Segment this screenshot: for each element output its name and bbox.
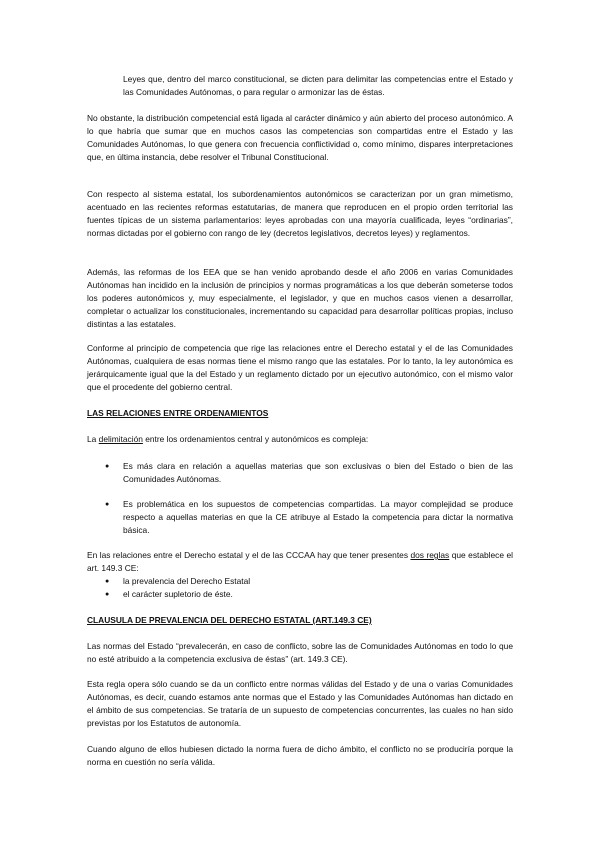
paragraph-fuera-ambito: Cuando alguno de ellos hubiesen dictado la norma fuera de dicho ámbito, el conflicto no se produciría porque la norma en cuestión no sería válida. xyxy=(87,744,513,767)
underlined-term-delimitacion: delimitación xyxy=(98,434,143,444)
text-run: que establece el art. 149.3 CE: xyxy=(87,550,513,573)
text-run: entre los ordenamientos central y autonómicos es compleja: xyxy=(142,434,369,444)
bullet-list-reglas xyxy=(105,575,513,601)
intro-paragraph: Leyes que, dentro del marco constitucional, se dicten para delimitar las competencias entre el Estado y las Comunidades Autónomas, o para regular o armonizar las de éstas. xyxy=(123,74,513,97)
text-run: La xyxy=(87,434,99,444)
paragraph-regla-opera: Esta regla opera sólo cuando se da un conflicto entre normas válidas del Estado y de una o varias Comunidades Autónomas, es decir, cuando estamos ante normas que el Estado y las Comunidades Autónomas han dictado en el ámbito de sus competencias. Se trataría de un supuesto de competencias concurrentes, las cuales no han sido previstas por los Estatutos de autonomía. xyxy=(87,679,513,728)
paragraph-distribucion: No obstante, la distribución competencial está ligada al carácter dinámico y aún abierto del proceso autonómico. A lo que habría que sumar que en muchos casos las competencias son compartidas entre el Estado y las Comunidades Autónomas, lo que genera con frecuencia conflictividad o, como mínimo, dispares interpretaciones que, en última instancia, debe resolver el Tribunal Constitucional. xyxy=(87,113,513,162)
text-run: En las relaciones entre el Derecho estatal y el de las CCCAA hay que tener presentes xyxy=(87,550,411,560)
paragraph-reformas: Además, las reformas de los EEA que se han venido aprobando desde el año 2006 en varias Comunidades Autónomas han incidido en la inclusión de principios y normas programáticas a los que deberán someterse todos los poderes autonómicos y, muy especialmente, el legislador, y que en muchos casos vienen a desarrollar, completar o actualizar los constitucionales, incrementando su capacidad para desarrollar políticas propias, incluso distintas a las estatales. xyxy=(87,267,513,329)
underlined-term-dos-reglas: dos reglas xyxy=(410,550,450,560)
bullet-list-delimitacion xyxy=(105,460,513,537)
list-item: ● la prevalencia del Derecho Estatal xyxy=(105,575,513,588)
paragraph-principio-competencia: Conforme al principio de competencia que rige las relaciones entre el Derecho estatal y el de las Comunidades Autónomas, cualquiera de esas normas tiene el mismo rango que las estatales. Por lo tanto, la ley autonómica es jerárquicamente igual que la del Estado y un reglamento dictado por un ejecutivo autonómico, con el mismo valor que el procedente del gobierno central. xyxy=(87,343,513,392)
paragraph-dos-reglas xyxy=(87,549,513,575)
list-item: ● Es más clara en relación a aquellas materias que son exclusivas o bien del Estado o bien de las Comunidades Autónomas. xyxy=(105,460,513,486)
paragraph-sistema-estatal: Con respecto al sistema estatal, los subordenamientos autonómicos se caracterizan por un gran mimetismo, acentuado en las recientes reformas estatutarias, de manera que reproducen en el propio orden territorial las fuentes típicas de un sistema parlamentarios: leyes aprobadas con una mayoría cualificada, leyes “ordinarias”, normas dictadas por el gobierno con rango de ley (decretos legislativos, decretos leyes) y reglamentos. xyxy=(87,189,513,238)
list-item: ● Es problemática en los supuestos de competencias compartidas. La mayor complejidad se produce respecto a aquellas materias en que la CE atribuye al Estado la competencia para dictar la normativa básica. xyxy=(105,498,513,537)
list-item: ● el carácter supletorio de éste. xyxy=(105,588,513,601)
paragraph-normas-estado: Las normas del Estado “prevalecerán, en caso de conflicto, sobre las de Comunidades Autónomas en todo lo que no esté atribuido a la competencia exclusiva de éstas” (art. 149.3 CE). xyxy=(87,641,513,664)
section-heading-clausula: CLAUSULA DE PREVALENCIA DEL DERECHO ESTATAL (ART.149.3 CE) xyxy=(87,615,372,625)
paragraph-delimitacion xyxy=(87,433,513,446)
section-heading-relaciones: LAS RELACIONES ENTRE ORDENAMIENTOS xyxy=(87,408,269,418)
